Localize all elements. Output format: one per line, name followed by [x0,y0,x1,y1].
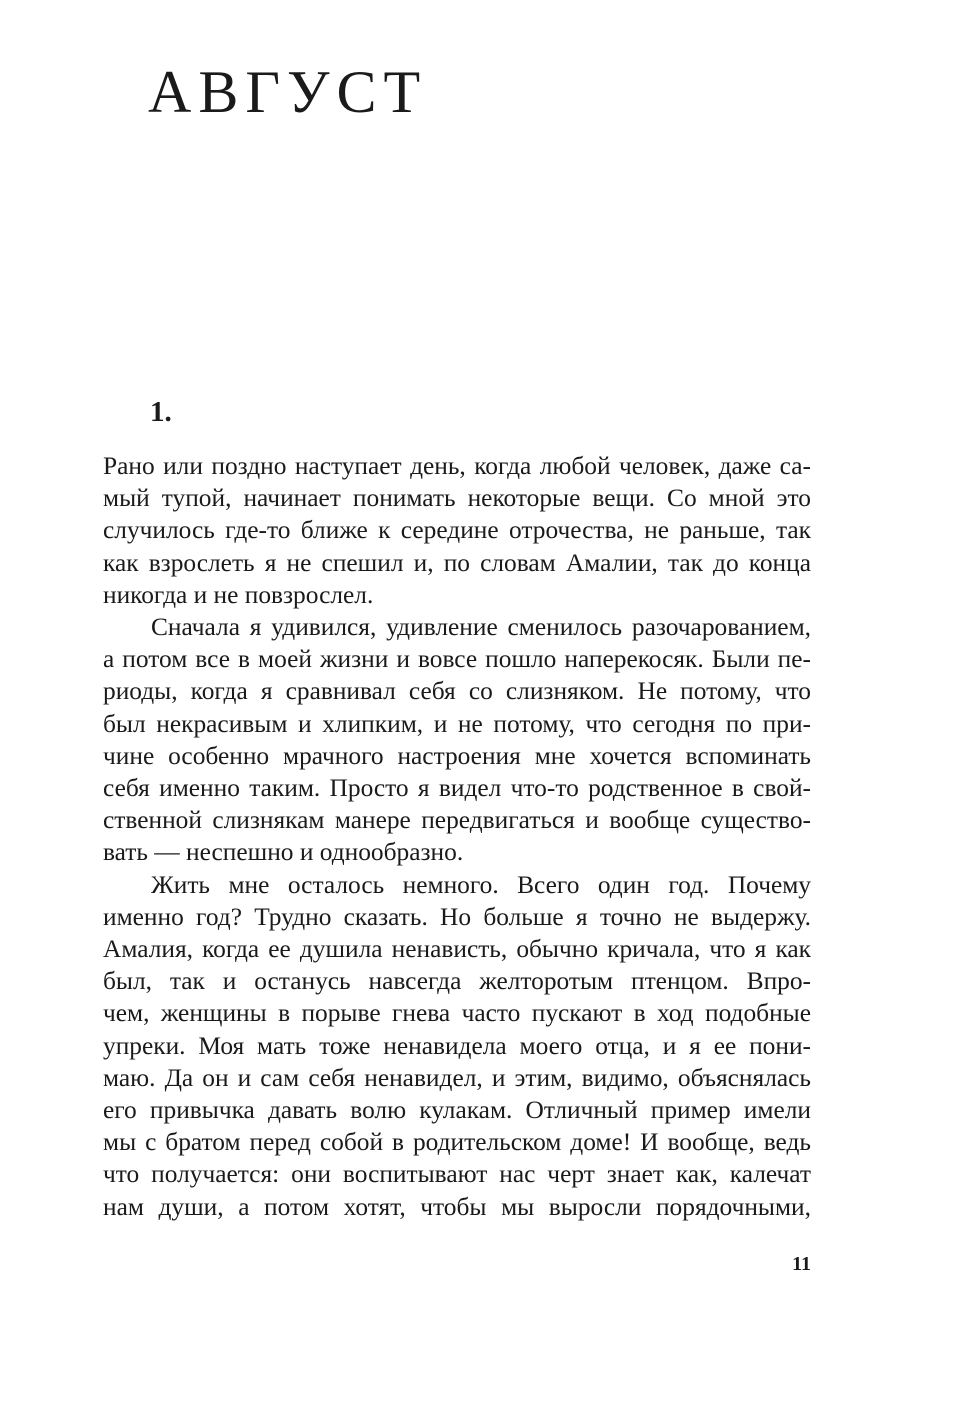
text-line: мы с братом перед собой в родительском доме! И вообще, ведь [103,1128,811,1157]
paragraph [103,611,811,869]
page-number: 11 [792,1253,811,1275]
paragraph [103,450,811,611]
text-line: себя именно таким. Просто я видел что-то родственное в свой- [103,774,811,803]
text-line: что получается: они воспитывают нас черт знает как, калечат [103,1160,811,1189]
text-line: никогда и не повзрослел. [103,580,374,609]
body-text [103,450,811,1223]
text-line: мый тупой, начинает понимать некоторые вещи. Со мной это [103,484,811,513]
text-line: нам души, а потом хотят, чтобы мы выросли порядочными, [103,1192,811,1221]
text-line: риоды, когда я сравнивал себя со слизняком. Не потому, что [103,677,811,706]
text-line: вать — неспешно и однообразно. [103,838,464,867]
text-line: Сначала я удивился, удивление сменилось разочарованием, [151,613,811,642]
text-line: маю. Да он и сам себя ненавидел, и этим, видимо, объяснялась [103,1063,811,1092]
paragraph [103,869,811,1223]
text-line: чине особенно мрачного настроения мне хочется вспоминать [103,741,811,770]
text-line: его привычка давать волю кулакам. Отличный пример имели [103,1096,811,1125]
text-line: именно год? Трудно сказать. Но больше я точно не выдержу. [103,902,811,931]
text-line: чем, женщины в порыве гнева часто пускают в ход подобные [103,999,811,1028]
text-line: был некрасивым и хлипким, и не потому, что сегодня по при- [103,709,811,738]
text-line: Жить мне осталось немного. Всего один год. Почему [151,870,811,899]
text-line: Рано или поздно наступает день, когда любой человек, даже са- [103,452,811,480]
text-line: случилось где-то ближе к середине отрочества, не раньше, так [103,516,811,545]
text-line: Амалия, когда ее душила ненависть, обычно кричала, что я как [103,935,811,964]
text-line: ственной слизнякам манере передвигаться и вообще существо- [103,806,811,835]
section-number: 1. [150,396,172,428]
text-line: был, так и останусь навсегда желторотым птенцом. Впро- [103,967,811,996]
chapter-title: АВГУСТ [148,59,428,125]
text-line: как взрослеть я не спешил и, по словам Амалии, так до конца [103,548,811,577]
text-line: а потом все в моей жизни и вовсе пошло наперекосяк. Были пе- [103,645,811,674]
text-line: упреки. Моя мать тоже ненавидела моего отца, и я ее пони- [103,1031,811,1060]
